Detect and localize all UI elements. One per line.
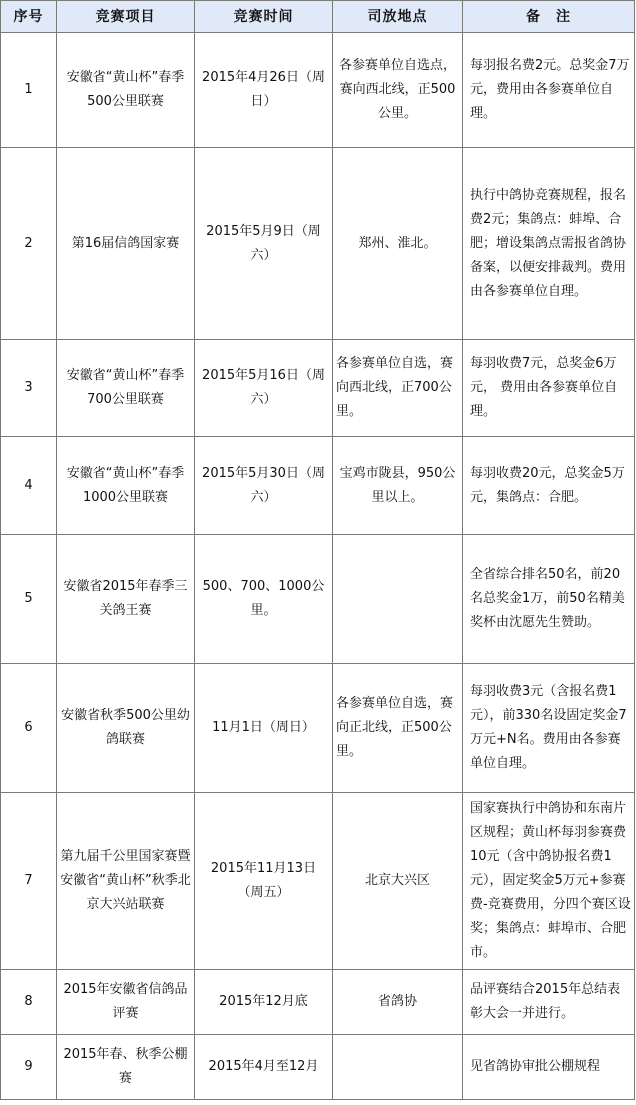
row-event: 第九届千公里国家赛暨安徽省“黄山杯”秋季北京大兴站联赛 [57, 793, 195, 970]
row-no: 2 [1, 148, 57, 340]
header-time: 竞赛时间 [195, 1, 333, 33]
table-row [1, 340, 635, 437]
row-place [333, 1035, 463, 1100]
table-row [1, 148, 635, 340]
row-event: 安徽省秋季500公里幼鸽联赛 [57, 664, 195, 793]
table-row [1, 1035, 635, 1100]
row-place: 郑州、淮北。 [333, 148, 463, 340]
row-no: 5 [1, 535, 57, 664]
row-time: 2015年4月至12月 [195, 1035, 333, 1100]
header-event: 竞赛项目 [57, 1, 195, 33]
row-place: 宝鸡市陇县，950公里以上。 [333, 437, 463, 535]
row-event: 2015年春、秋季公棚赛 [57, 1035, 195, 1100]
row-no: 4 [1, 437, 57, 535]
row-time: 2015年5月30日（周六） [195, 437, 333, 535]
row-place: 北京大兴区 [333, 793, 463, 970]
table-row [1, 793, 635, 970]
row-event: 安徽省“黄山杯”春季700公里联赛 [57, 340, 195, 437]
row-time: 2015年4月26日（周日） [195, 33, 333, 148]
table-row [1, 437, 635, 535]
row-note: 每羽收费7元，总奖金6万元， 费用由各参赛单位自理。 [463, 340, 635, 437]
row-place [333, 535, 463, 664]
header-note: 备 注 [463, 1, 635, 33]
header-no: 序号 [1, 1, 57, 33]
row-place: 各参赛单位自选，赛向西北线，正700公里。 [333, 340, 463, 437]
row-no: 6 [1, 664, 57, 793]
header-row [1, 1, 635, 33]
row-no: 3 [1, 340, 57, 437]
table-row [1, 535, 635, 664]
row-note: 执行中鸽协竞赛规程，报名费2元；集鸽点：蚌埠、合肥；增设集鸽点需报省鸽协备案，以便安排裁判。费用由各参赛单位自理。 [463, 148, 635, 340]
row-event: 安徽省2015年春季三关鸽王赛 [57, 535, 195, 664]
row-time: 2015年5月16日（周六） [195, 340, 333, 437]
row-no: 7 [1, 793, 57, 970]
row-note: 每羽报名费2元。总奖金7万元，费用由各参赛单位自理。 [463, 33, 635, 148]
row-time: 2015年11月13日（周五） [195, 793, 333, 970]
row-time: 2015年5月9日（周六） [195, 148, 333, 340]
table-row [1, 664, 635, 793]
table-row [1, 33, 635, 148]
row-event: 2015年安徽省信鸽品评赛 [57, 970, 195, 1035]
row-event: 第16届信鸽国家赛 [57, 148, 195, 340]
row-note: 每羽收费20元，总奖金5万元，集鸽点：合肥。 [463, 437, 635, 535]
row-time: 500、700、1000公里。 [195, 535, 333, 664]
row-note: 全省综合排名50名，前20名总奖金1万，前50名精美奖杯由沈愿先生赞助。 [463, 535, 635, 664]
row-no: 9 [1, 1035, 57, 1100]
row-no: 8 [1, 970, 57, 1035]
row-note: 见省鸽协审批公棚规程 [463, 1035, 635, 1100]
row-place: 省鸽协 [333, 970, 463, 1035]
row-place: 各参赛单位自选，赛向正北线，正500公里。 [333, 664, 463, 793]
row-note: 每羽收费3元（含报名费1元），前330名设固定奖金7万元+N名。费用由各参赛单位自理。 [463, 664, 635, 793]
row-time: 2015年12月底 [195, 970, 333, 1035]
row-no: 1 [1, 33, 57, 148]
row-time: 11月1日（周日） [195, 664, 333, 793]
header-place: 司放地点 [333, 1, 463, 33]
row-event: 安徽省“黄山杯”春季500公里联赛 [57, 33, 195, 148]
row-note: 品评赛结合2015年总结表彰大会一并进行。 [463, 970, 635, 1035]
table-row [1, 970, 635, 1035]
row-event: 安徽省“黄山杯”春季1000公里联赛 [57, 437, 195, 535]
row-note: 国家赛执行中鸽协和东南片区规程；黄山杯每羽参赛费10元（含中鸽协报名费1元），固定奖金5万元+参赛费-竞赛费用，分四个赛区设奖；集鸽点：蚌埠市、合肥市。 [463, 793, 635, 970]
row-place: 各参赛单位自选点，赛向西北线，正500公里。 [333, 33, 463, 148]
